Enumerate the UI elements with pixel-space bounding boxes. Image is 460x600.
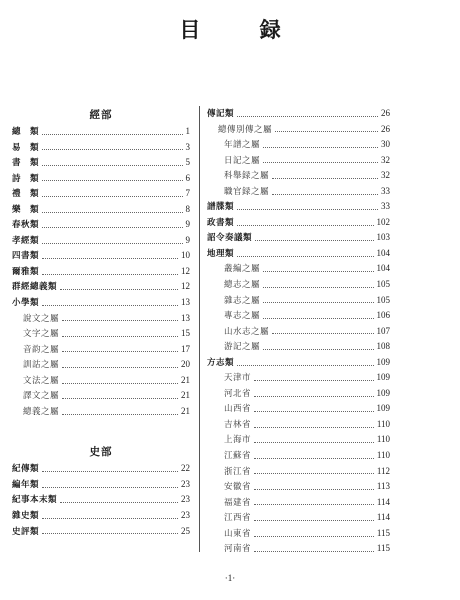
- dot-leader: [254, 441, 374, 443]
- toc-entry-page: 17: [181, 343, 190, 354]
- toc-entry[interactable]: [207, 106, 390, 122]
- toc-entry-label: 山水志之屬: [224, 326, 270, 337]
- toc-entry-page: 33: [381, 201, 390, 212]
- toc-entry[interactable]: [207, 386, 390, 402]
- toc-entry-label: 史評類: [12, 526, 40, 537]
- toc-entry-page: 21: [181, 405, 190, 416]
- toc-entry-page: 104: [376, 247, 390, 258]
- toc-entry-page: 21: [181, 390, 190, 401]
- toc-entry-label: 河南省: [224, 544, 252, 555]
- toc-entry-page: 8: [185, 203, 190, 214]
- dot-leader: [62, 350, 178, 352]
- toc-entry-label: 傳記類: [207, 109, 235, 119]
- dot-leader: [42, 304, 178, 306]
- dot-leader: [42, 486, 178, 488]
- toc-entry-label: 雜史類: [12, 511, 40, 522]
- toc-entry[interactable]: [12, 373, 190, 389]
- toc-entry[interactable]: [207, 526, 390, 542]
- toc-entry[interactable]: [12, 404, 190, 420]
- toc-entry-label: 職官録之屬: [224, 186, 270, 197]
- toc-entry[interactable]: [207, 277, 390, 293]
- toc-entry-page: 23: [181, 478, 190, 489]
- page-title: 目 録: [179, 17, 307, 42]
- toc-entry-label: 春秋類: [12, 220, 40, 231]
- toc-entry-label: 叢編之屬: [224, 264, 261, 275]
- toc-entry-page: 10: [181, 250, 190, 261]
- section-heading-shibu: 史部: [89, 446, 113, 459]
- toc-entry[interactable]: [12, 248, 190, 264]
- toc-entry[interactable]: [12, 342, 190, 358]
- toc-entry-page: 109: [376, 387, 390, 398]
- dot-leader: [263, 161, 378, 163]
- toc-entry[interactable]: [207, 479, 390, 495]
- section-heading-jingbu: 經部: [89, 109, 113, 121]
- toc-entry-page: 114: [376, 496, 390, 507]
- toc-entry-page: 32: [381, 154, 390, 165]
- section-gap: [12, 419, 190, 443]
- dot-leader: [263, 270, 373, 272]
- toc-list-shibu: [12, 461, 190, 539]
- toc-entry-page: 108: [376, 341, 390, 352]
- dot-leader: [42, 470, 178, 472]
- toc-entry-label: 詩 類: [12, 173, 40, 184]
- toc-entry-label: 樂 類: [12, 204, 40, 215]
- toc-entry-label: 雜志之屬: [224, 295, 261, 306]
- toc-entry-label: 游記之屬: [224, 342, 261, 353]
- toc-entry-page: 109: [376, 372, 390, 383]
- toc-entry-page: 110: [376, 418, 390, 429]
- toc-entry-page: 12: [181, 281, 190, 292]
- dot-leader: [42, 517, 178, 519]
- toc-entry-label: 訓詁之屬: [23, 360, 60, 371]
- toc-entry-page: 103: [376, 232, 390, 243]
- dot-leader: [254, 426, 374, 428]
- dot-leader: [272, 332, 373, 334]
- toc-entry-label: 孝經類: [12, 235, 40, 246]
- toc-entry-label: 音韵之屬: [23, 344, 60, 355]
- dot-leader: [254, 535, 374, 537]
- toc-entry-label: 群經總義類: [12, 282, 58, 293]
- toc-entry-label: 專志之屬: [224, 311, 261, 322]
- toc-entry-page: 104: [376, 263, 390, 274]
- toc-entry[interactable]: [207, 495, 390, 511]
- toc-entry[interactable]: [207, 308, 390, 324]
- toc-entry[interactable]: [207, 293, 390, 309]
- toc-entry-label: 編年類: [12, 479, 40, 490]
- dot-leader: [272, 177, 378, 179]
- toc-entry-label: 詔令奏議類: [207, 233, 253, 244]
- dot-leader: [60, 288, 178, 290]
- toc-entry[interactable]: [207, 448, 390, 464]
- dot-leader: [254, 472, 374, 474]
- toc-entry[interactable]: [12, 311, 190, 327]
- toc-entry[interactable]: [12, 492, 190, 508]
- dot-leader: [42, 242, 182, 244]
- dot-leader: [254, 550, 374, 552]
- dot-leader: [275, 130, 378, 132]
- toc-entry-page: 13: [181, 312, 190, 323]
- toc-entry-page: 22: [181, 463, 190, 474]
- dot-leader: [237, 115, 378, 117]
- toc-entry-label: 總傳別傳之屬: [218, 124, 273, 135]
- toc-entry-label: 山西省: [224, 404, 252, 415]
- toc-entry-page: 115: [376, 543, 390, 554]
- toc-entry[interactable]: [207, 261, 390, 277]
- dot-leader: [42, 257, 178, 259]
- toc-entry-page: 13: [181, 297, 190, 308]
- dot-leader: [42, 164, 182, 166]
- toc-entry[interactable]: [12, 217, 190, 233]
- dot-leader: [263, 301, 373, 303]
- toc-entry-page: 30: [381, 139, 390, 150]
- toc-entry-label: 地理類: [207, 248, 235, 259]
- toc-entry-label: 年譜之屬: [224, 140, 261, 151]
- toc-entry[interactable]: [207, 417, 390, 433]
- dot-leader: [237, 364, 373, 366]
- toc-entry[interactable]: [207, 324, 390, 340]
- toc-entry-page: 107: [376, 325, 390, 336]
- dot-leader: [237, 224, 373, 226]
- dot-leader: [254, 395, 373, 397]
- dot-leader: [60, 501, 178, 503]
- toc-list-right: [207, 106, 390, 557]
- toc-entry-label: 政書類: [207, 217, 235, 228]
- toc-entry-page: 113: [376, 481, 390, 492]
- toc-entry-page: 109: [376, 403, 390, 414]
- toc-entry-label: 江蘇省: [224, 451, 252, 462]
- toc-list-jingbu: [12, 124, 190, 419]
- toc-entry[interactable]: [12, 186, 190, 202]
- dot-leader: [263, 146, 378, 148]
- column-divider: [199, 106, 200, 552]
- toc-entry-page: 112: [376, 465, 390, 476]
- dot-leader: [254, 410, 373, 412]
- toc-entry-label: 譜牒類: [207, 202, 235, 213]
- dot-leader: [237, 208, 378, 210]
- toc-entry[interactable]: [207, 122, 390, 138]
- toc-entry-label: 譯文之屬: [23, 391, 60, 402]
- toc-entry[interactable]: [12, 388, 190, 404]
- toc-entry-page: 23: [181, 510, 190, 521]
- dot-leader: [42, 148, 182, 150]
- dot-leader: [255, 239, 373, 241]
- toc-entry[interactable]: [12, 202, 190, 218]
- toc-entry[interactable]: [207, 510, 390, 526]
- toc-entry-page: 21: [181, 374, 190, 385]
- toc-entry-label: 易 類: [12, 142, 40, 153]
- toc-entry-label: 山東省: [224, 528, 252, 539]
- toc-entry[interactable]: [207, 432, 390, 448]
- toc-entry-page: 5: [185, 157, 190, 168]
- toc-entry-page: 9: [185, 219, 190, 230]
- dot-leader: [62, 366, 178, 368]
- dot-leader: [237, 255, 373, 257]
- toc-entry-label: 總 類: [12, 127, 40, 137]
- dot-leader: [42, 226, 182, 228]
- toc-entry[interactable]: [12, 279, 190, 295]
- toc-entry-page: 7: [185, 188, 190, 199]
- dot-leader: [272, 193, 378, 195]
- dot-leader: [254, 519, 374, 521]
- toc-entry-page: 115: [376, 527, 390, 538]
- toc-entry[interactable]: [207, 355, 390, 371]
- toc-entry-label: 浙江省: [224, 466, 252, 477]
- dot-leader: [263, 317, 373, 319]
- dot-leader: [62, 413, 178, 415]
- toc-entry-label: 文字之屬: [23, 329, 60, 340]
- toc-entry[interactable]: [207, 215, 390, 231]
- toc-entry-label: 方志類: [207, 357, 235, 368]
- toc-entry-page: 102: [376, 216, 390, 227]
- toc-entry-page: 109: [376, 356, 390, 367]
- toc-entry[interactable]: [12, 264, 190, 280]
- toc-entry[interactable]: [207, 464, 390, 480]
- toc-entry[interactable]: [12, 477, 190, 493]
- toc-entry[interactable]: [12, 124, 190, 140]
- toc-entry-label: 總義之屬: [23, 406, 60, 417]
- toc-entry[interactable]: [207, 401, 390, 417]
- toc-left-column: [12, 106, 190, 539]
- toc-entry-page: 25: [181, 525, 190, 536]
- toc-entry-label: 四書類: [12, 251, 40, 262]
- toc-entry-label: 科舉録之屬: [224, 171, 270, 182]
- toc-entry-label: 安徽省: [224, 482, 252, 493]
- dot-leader: [254, 503, 374, 505]
- dot-leader: [62, 319, 178, 321]
- toc-entry-page: 105: [376, 279, 390, 290]
- toc-entry[interactable]: [12, 326, 190, 342]
- toc-entry[interactable]: [12, 524, 190, 540]
- toc-entry[interactable]: [207, 199, 390, 215]
- toc-entry[interactable]: [207, 137, 390, 153]
- toc-entry[interactable]: [207, 370, 390, 386]
- toc-entry-page: 110: [376, 434, 390, 445]
- toc-entry-label: 說文之屬: [23, 313, 60, 324]
- dot-leader: [42, 273, 178, 275]
- toc-entry-label: 書 類: [12, 158, 40, 169]
- dot-leader: [62, 335, 178, 337]
- dot-leader: [254, 488, 374, 490]
- toc-entry-label: 紀傳類: [12, 464, 40, 475]
- toc-entry-page: 1: [185, 126, 190, 136]
- toc-entry-page: 110: [376, 450, 390, 461]
- toc-entry[interactable]: [207, 168, 390, 184]
- toc-entry-label: 禮 類: [12, 189, 40, 200]
- toc-entry-page: 32: [381, 170, 390, 181]
- toc-entry-label: 江西省: [224, 513, 252, 524]
- dot-leader: [62, 382, 178, 384]
- toc-entry-page: 20: [181, 359, 190, 370]
- dot-leader: [254, 379, 373, 381]
- dot-leader: [42, 179, 182, 181]
- dot-leader: [42, 211, 182, 213]
- toc-entry-label: 文法之屬: [23, 375, 60, 386]
- toc-entry[interactable]: [12, 357, 190, 373]
- toc-right-column: [207, 106, 390, 557]
- dot-leader: [254, 457, 374, 459]
- toc-entry[interactable]: [207, 184, 390, 200]
- toc-entry[interactable]: [12, 461, 190, 477]
- toc-entry-label: 小學類: [12, 298, 40, 309]
- toc-entry[interactable]: [12, 140, 190, 156]
- toc-entry-label: 總志之屬: [224, 280, 261, 291]
- dot-leader: [42, 532, 178, 534]
- toc-entry-page: 33: [381, 185, 390, 196]
- dot-leader: [42, 195, 182, 197]
- toc-entry[interactable]: [207, 541, 390, 557]
- toc-entry-page: 9: [185, 234, 190, 245]
- toc-entry[interactable]: [12, 295, 190, 311]
- toc-entry-label: 日記之屬: [224, 155, 261, 166]
- dot-leader: [263, 348, 373, 350]
- toc-entry[interactable]: [12, 508, 190, 524]
- toc-entry-label: 天津市: [224, 373, 252, 384]
- toc-entry[interactable]: [12, 171, 190, 187]
- toc-entry[interactable]: [207, 230, 390, 246]
- toc-entry[interactable]: [207, 153, 390, 169]
- dot-leader: [263, 286, 373, 288]
- toc-entry-label: 上海市: [224, 435, 252, 446]
- toc-entry-label: 河北省: [224, 388, 252, 399]
- toc-entry-page: 106: [376, 310, 390, 321]
- toc-entry-page: 26: [381, 108, 390, 118]
- toc-entry-page: 15: [181, 328, 190, 339]
- toc-entry[interactable]: [207, 339, 390, 355]
- toc-entry-page: 6: [185, 172, 190, 183]
- toc-entry-label: 爾雅類: [12, 266, 40, 277]
- page-number: ·1·: [224, 573, 236, 583]
- toc-entry-page: 23: [181, 494, 190, 505]
- dot-leader: [62, 397, 178, 399]
- toc-entry-label: 紀事本末類: [12, 495, 58, 506]
- toc-entry[interactable]: [12, 155, 190, 171]
- toc-entry-page: 114: [376, 512, 390, 523]
- toc-entry-page: 12: [181, 265, 190, 276]
- toc-entry[interactable]: [207, 246, 390, 262]
- toc-entry-page: 105: [376, 294, 390, 305]
- toc-entry-page: 26: [381, 123, 390, 134]
- dot-leader: [42, 133, 182, 135]
- toc-entry-label: 福建省: [224, 497, 252, 508]
- toc-entry-page: 3: [185, 141, 190, 152]
- toc-entry[interactable]: [12, 233, 190, 249]
- toc-entry-label: 吉林省: [224, 419, 252, 430]
